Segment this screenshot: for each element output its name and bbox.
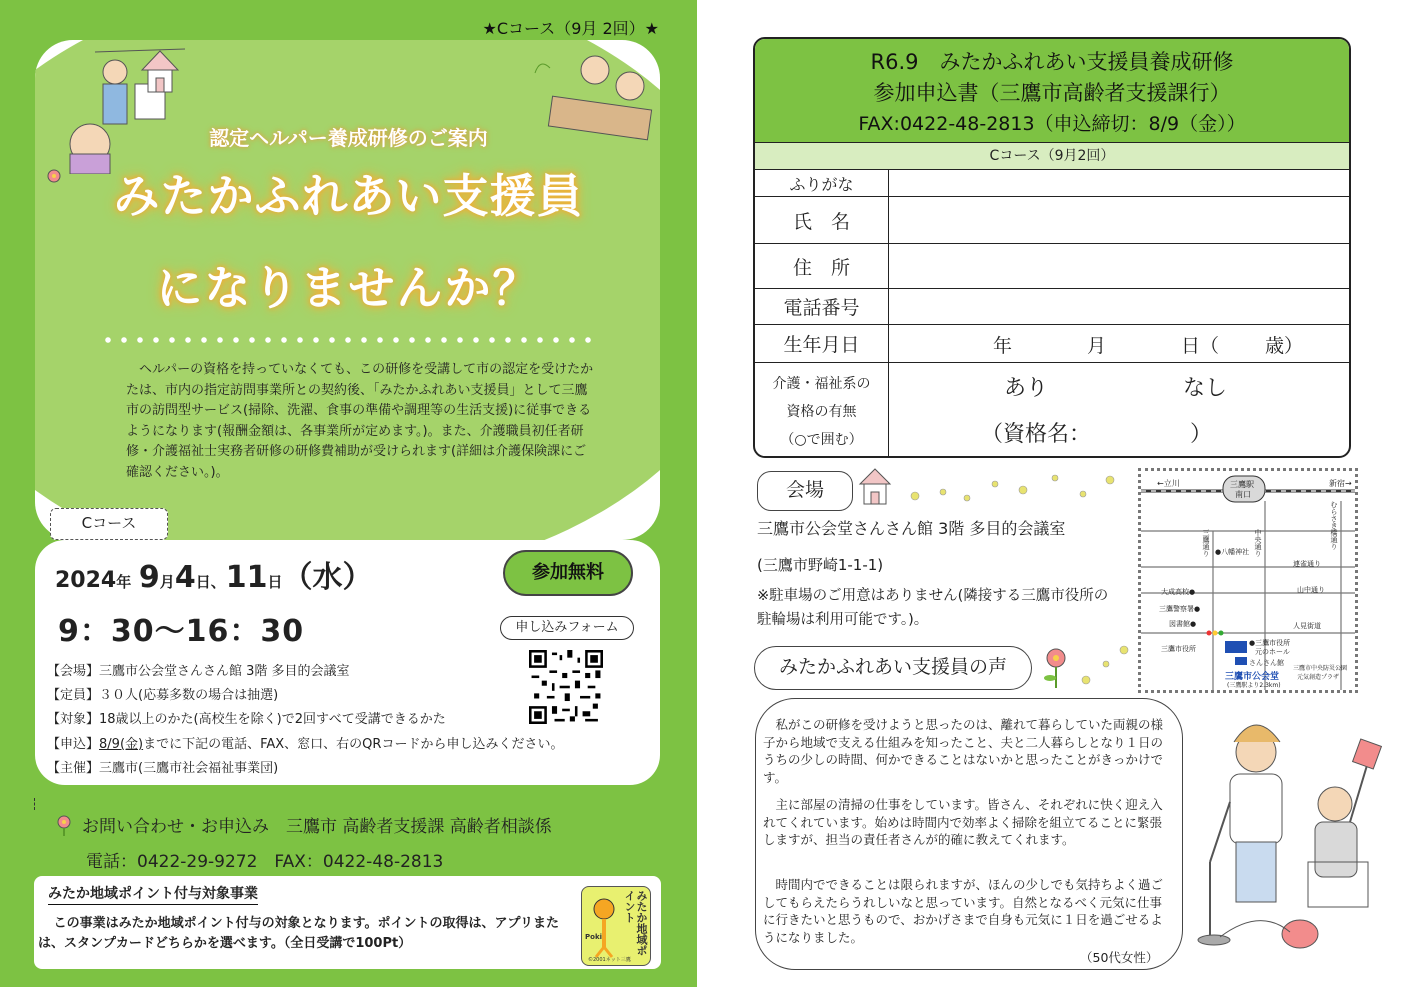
- contact-department: お問い合わせ・お申込み 三鷹市 高齢者支援課 高齢者相談係: [82, 817, 552, 837]
- helpers-illustration: [35, 44, 210, 174]
- decorative-dots: [905, 470, 1130, 505]
- row-qualification[interactable]: 介護・福祉系の 資格の有無 （○で囲む） あり なし （資格名： ）: [755, 363, 1349, 458]
- row-address[interactable]: 住 所: [755, 244, 1349, 289]
- detail-target: 【対象】18歳以上のかた(高校生を除く)で2回すべて受講できるかた: [47, 712, 446, 727]
- cleaning-illustration: [1190, 712, 1390, 967]
- event-time: 9：30〜16：30: [58, 614, 305, 649]
- row-name[interactable]: 氏 名: [755, 197, 1349, 244]
- free-badge: 参加無料: [503, 550, 633, 596]
- point-logo-copy: ©2001ネット三鷹: [588, 957, 631, 963]
- detail-apply: 【申込】8/9(金)までに下記の電話、FAX、窓口、右のQRコードから申し込みください。: [47, 737, 564, 752]
- qual-yes[interactable]: あり: [1004, 376, 1049, 401]
- voice-paragraph-1: 私がこの研修を受けようと思ったのは、離れて暮らしていた両親の様子から地域で支える仕組みを知ったこと、夫と二人暮らしとなり１日のうちの少しの時間、何かできることはないかと思ったことがきっかけです。: [763, 717, 1164, 785]
- house-icon: [140, 48, 180, 98]
- main-title-line2: になりませんか？: [156, 261, 541, 315]
- point-logo-small: Poki: [585, 933, 602, 941]
- qr-code[interactable]: [527, 650, 605, 724]
- flower-icon: [1040, 646, 1072, 688]
- detail-host: 【主催】三鷹市(三鷹市社会福祉事業団): [47, 761, 279, 776]
- qual-name: （資格名： ）: [981, 422, 1213, 447]
- voice-paragraph-2: 主に部屋の清掃の仕事をしています。皆さん、それぞれに快く迎え入れてくれています。始めは時間内で効率よく掃除を組立てることに緊張しますが、担当の責任者さんが的確に教えてくれます。: [763, 797, 1163, 847]
- venue-address: (三鷹市野崎1-1-1): [757, 556, 884, 574]
- venue-label: 会場: [757, 471, 853, 511]
- house-icon: [858, 466, 892, 508]
- row-phone[interactable]: 電話番号: [755, 289, 1349, 325]
- form-course: Cコース（9月2回）: [755, 142, 1349, 170]
- main-title-line1: みたかふれあい支援員: [113, 169, 584, 223]
- qual-no[interactable]: なし: [1183, 376, 1228, 401]
- point-body: この事業はみたか地域ポイント付与の対象となります。ポイントの取得は、アプリまたは、スタンプカードどちらかを選べます。（全日受講で100Pt）: [38, 916, 560, 951]
- form-subtitle: 参加申込書（三鷹市高齢者支援課行）: [873, 81, 1231, 105]
- course-label: Cコース: [50, 508, 168, 540]
- event-date: 2024年 9月4日、11日（水）: [55, 560, 373, 595]
- detail-capacity: 【定員】３０人(応募多数の場合は抽選): [47, 688, 279, 703]
- voice-author: （50代女性）: [1080, 950, 1159, 965]
- application-form-label: 申し込みフォーム: [500, 616, 634, 640]
- course-tag: ★Cコース（9月 2回）★: [482, 19, 659, 38]
- form-header: [755, 39, 1349, 142]
- left-page: [0, 0, 697, 987]
- point-logo: [581, 886, 651, 966]
- point-title: みたか地域ポイント付与対象事業: [48, 883, 258, 905]
- contact-phone-fax[interactable]: 電話：0422-29-9272 FAX：0422-48-2813: [86, 852, 444, 872]
- voice-label: みたかふれあい支援員の声: [754, 646, 1032, 690]
- form-title: R6.9 みたかふれあい支援員養成研修: [870, 50, 1234, 74]
- decorative-dots: [1076, 640, 1136, 690]
- subtitle: 認定ヘルパー養成研修のご案内: [209, 126, 488, 150]
- venue-name: 三鷹市公会堂さんさん館 3階 多目的会議室: [757, 519, 1066, 538]
- row-birth[interactable]: 生年月日 年 月 日（ 歳）: [755, 325, 1349, 363]
- venue-note: ※駐車場のご用意はありません(隣接する三鷹市役所の駐輪場は利用可能です。)。: [757, 588, 1109, 628]
- row-furigana[interactable]: ふりがな: [755, 170, 1349, 197]
- dot-divider: [100, 336, 600, 344]
- detail-venue: 【会場】三鷹市公会堂さんさん館 3階 多目的会議室: [47, 664, 350, 679]
- voice-paragraph-3: 時間内でできることは限られますが、ほんの少しでも気持ちよく過ごしてもらえたらうれしいなと思っています。自然となるべく元気に仕事に行きたいと思うもので、おかげさまで自身も元気に１日を過ごせるようになりました。: [763, 877, 1164, 945]
- description: ヘルパーの資格を持っていなくても、この研修を受講して市の認定を受けたかたは、市内の指定訪問事業所との契約後、「みたかふれあい支援員」として三鷹市の訪問型サービス(掃除、洗濯、食事の準備や調理等の生活支援)に従事できるようになります(報酬金額は、各事業所が定めます。)。また、介護職員初任者研修・介護福祉士実務者研修の研修費補助が受けられます(詳細は介護保険課にご確認ください。)。: [126, 362, 594, 480]
- application-form: [753, 37, 1351, 458]
- dashed-mark: [34, 798, 35, 810]
- access-map: ←立川 新宿→ 三鷹駅 南口 三鷹通り 中央通り むらさき橋通り 連雀通り 山中通り 人見街道 ●八幡神社 大成高校● 三鷹警察署● 図書館● 三鷹市役所 ●三鷹市役所 元のホール さんさん館 三鷹市公会堂 (三鷹駅より2.3km) 三鷹市中央防災公園 元気創造プラザ: [1138, 468, 1358, 693]
- form-fax: FAX:0422-48-2813（申込締切：8/9（金））: [858, 113, 1246, 135]
- point-logo-text: みたか地域ポイント: [623, 890, 648, 956]
